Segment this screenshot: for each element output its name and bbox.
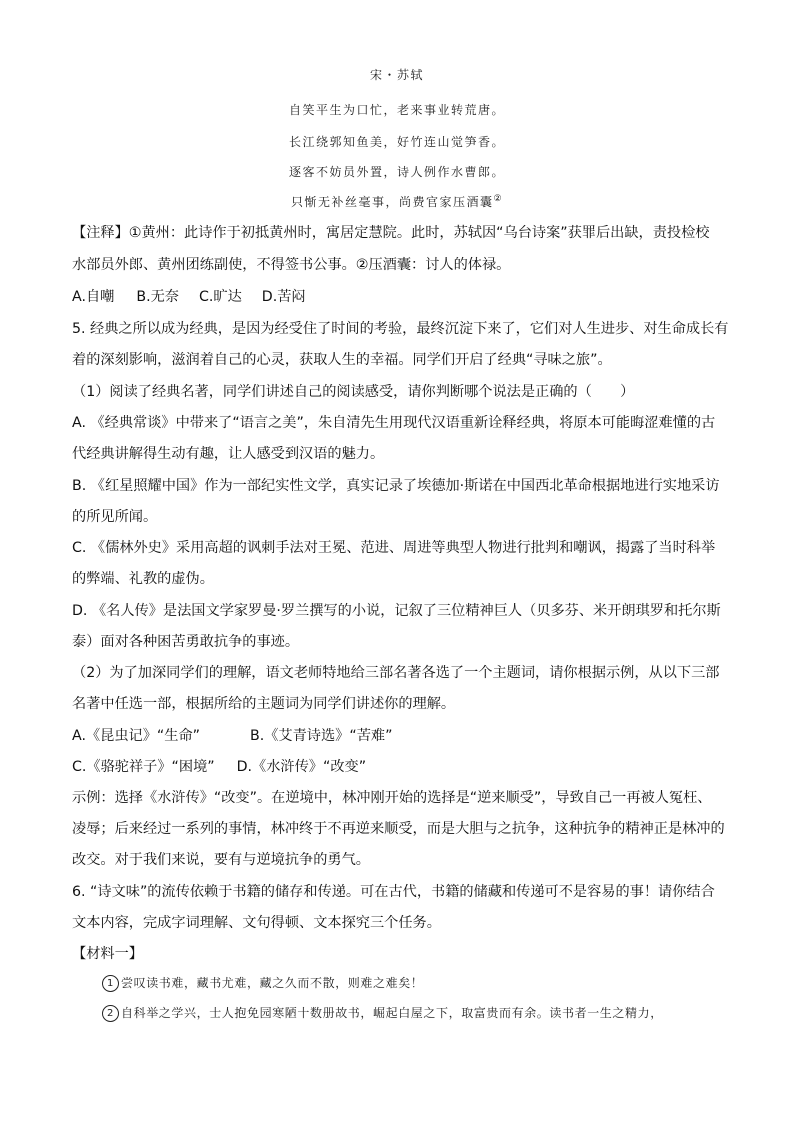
theme-option-a: A.《昆虫记》“生命”	[72, 728, 200, 744]
q5-option-a-2: 代经典讲解得生动有趣，让人感受到汉语的魅力。	[72, 446, 385, 462]
q5-option-b-2: 的所见所闻。	[72, 509, 158, 525]
q4-options	[72, 286, 306, 306]
poem-line-3: 逐客不妨员外置，诗人例作水曹郎。	[288, 165, 505, 179]
q5-part2-prompt-1: （2）为了加深同学们的理解，语文老师特地给三部名著各选了一个主题词，请你根据示例，从以下三部	[72, 665, 720, 681]
q5-option-c-1: C. 《儒林外史》采用高超的讽刺手法对王冕、范进、周进等典型人物进行批判和嘲讽，揭露了当时科举	[72, 540, 716, 556]
q5-option-d-1: D. 《名人传》是法国文学家罗曼·罗兰撰写的小说，记叙了三位精神巨人（贝多芬、米开朗琪罗和托尔斯	[72, 603, 721, 619]
q5-theme-row-1	[72, 725, 392, 745]
annotation-line-1: 【注释】①黄州：此诗作于初抵黄州时，寓居定慧院。此时，苏轼因“乌台诗案”获罪后出缺，责投检校	[72, 225, 710, 241]
poem-line-2: 长江绕郭知鱼美，好竹连山觉笋香。	[288, 135, 505, 149]
q5-option-a-1: A. 《经典常谈》中带来了“语言之美”，朱自清先生用现代汉语重新诠释经典，将原本可能晦涩难懂的古	[72, 415, 716, 431]
theme-option-d: D.《水浒传》“改变”	[236, 759, 367, 775]
theme-option-c: C.《骆驼祥子》“困境”	[72, 759, 215, 775]
poem-line-4	[0, 193, 794, 210]
q6-intro-2: 文本内容，完成字词理解、文句得顿、文本探究三个任务。	[72, 915, 441, 931]
q5-option-c-2: 的弊端、礼教的虚伪。	[72, 571, 214, 587]
q4-option-a: A.自嘲	[72, 289, 115, 305]
q6-intro-1: 6. “诗文味”的流传依赖于书籍的储存和传递。可在古代，书籍的储藏和传递可不是容易的事！请你结合	[72, 884, 715, 900]
q4-option-b: B.无奈	[136, 289, 179, 305]
note-mark: ②	[493, 194, 504, 204]
q5-example-3: 改交。对于我们来说，要有与逆境抗争的勇气。	[72, 852, 370, 868]
q5-theme-row-2	[72, 756, 366, 776]
q5-part1-prompt: （1）阅读了经典名著，同学们讲述自己的阅读感受，请你判断哪个说法是正确的（ ）	[72, 384, 635, 400]
material-heading: 【材料一】	[72, 946, 143, 962]
q4-option-d: D.苦闷	[261, 289, 306, 305]
q5-intro-2: 着的深刻影响，滋润着自己的心灵，获取人生的幸福。同学们开启了经典“寻味之旅”。	[72, 352, 612, 368]
q5-intro-1: 5. 经典之所以成为经典，是因为经受住了时间的考验，最终沉淀下来了，它们对人生进步、对生命成长有	[72, 321, 729, 337]
q5-example-1: 示例：选择《水浒传》“改变”。在逆境中，林冲刚开始的选择是“逆来顺受”，导致自己一再被人冤枉、	[72, 790, 712, 806]
poem-author: 宋・苏轼	[369, 68, 424, 82]
number-circle: 2	[102, 1005, 119, 1022]
material-line-1	[102, 974, 423, 992]
material-text-1: 尝叹读书难，藏书尤难，藏之久而不散，则难之难矣！	[121, 976, 424, 990]
material-line-2	[102, 1004, 663, 1022]
q5-example-2: 凌辱；后来经过一系列的事情，林冲终于不再逆来顺受，而是大胆与之抗争，这种抗争的精神正是林冲的	[72, 821, 725, 837]
poem-line-4-text: 只惭无补丝毫事，尚费官家压酒囊	[290, 195, 494, 209]
poem-line-1: 自笑平生为口忙，老来事业转荒唐。	[288, 103, 505, 117]
q4-option-c: C.旷达	[198, 289, 242, 305]
annotation-line-2: 水部员外郎、黄州团练副使，不得签书公事。②压酒囊：讨人的体禄。	[72, 257, 511, 273]
q5-option-d-2: 泰）面对各种困苦勇敢抗争的事迹。	[72, 634, 300, 650]
number-circle: 1	[102, 975, 119, 992]
q5-option-b-1: B. 《红星照耀中国》作为一部纪实性文学，真实记录了埃德加·斯诺在中国西北革命根据地进行实地采访	[72, 478, 720, 494]
material-text-2: 自科举之学兴，士人抱免园寒陋十数册故书，崛起白屋之下，取富贵而有余。读书者一生之精力，	[121, 1006, 663, 1020]
theme-option-b: B.《艾青诗选》“苦难”	[249, 728, 393, 744]
q5-part2-prompt-2: 名著中任选一部，根据所给的主题词为同学们讲述你的理解。	[72, 696, 456, 712]
